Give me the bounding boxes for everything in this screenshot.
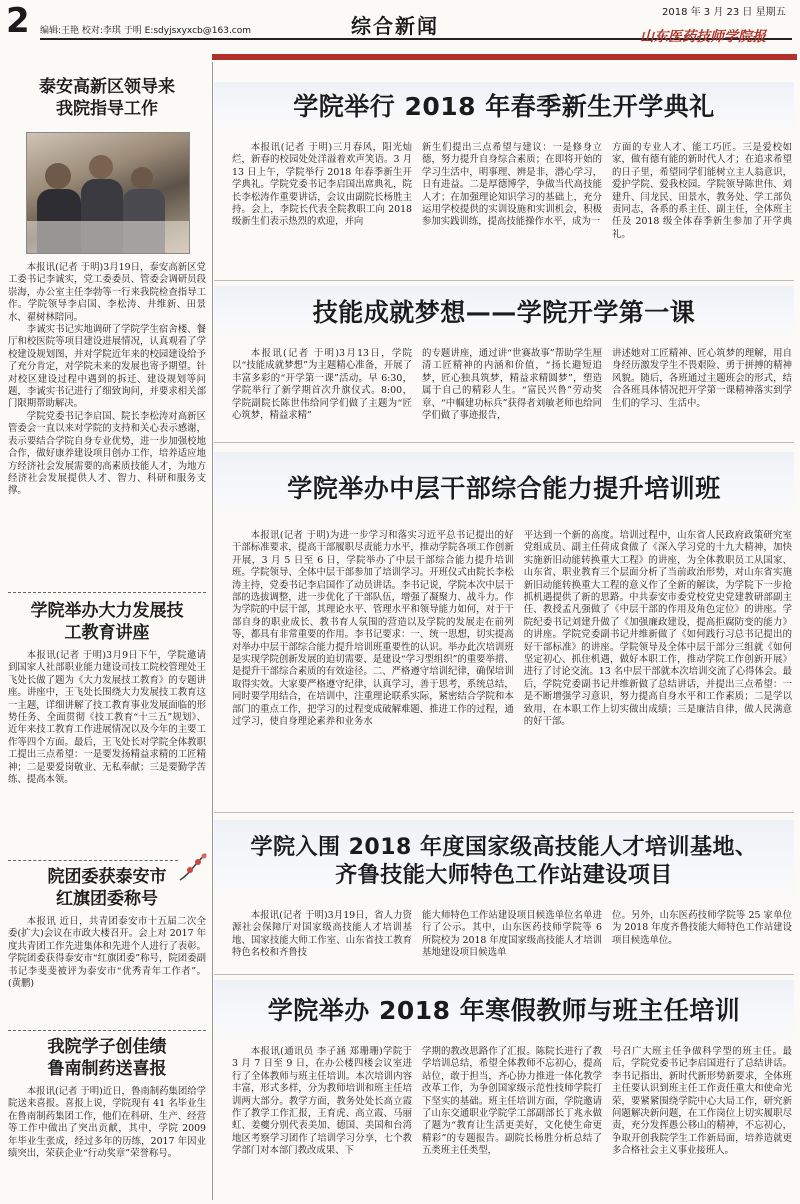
article-5-body [232,1046,792,1202]
headline-band [214,980,794,1042]
headline-band [214,82,794,134]
sidebar-article-3-title-line2: 红旗团委称号 [56,889,158,909]
article-2-body [232,348,792,422]
sidebar-article-1-p1: 本报讯(记者 于明)3月19日，泰安高新区党工委书记李诚实，党工委委员、管委会调研员段崇海，办公室主任李勃等一行来我院检查指导工作。学院领导李启国、李松涛、井维新、田景水、翟树林陪同。 [8,262,206,323]
article-4-headline-line1: 学院入围 2018 年度国家级高技能人才培训基地、 [250,835,758,860]
sidebar-article-3 [8,866,206,990]
editors-line: 编辑:王艳 校对:李琪 于明 E:sdyjsxyxcb@163.com [40,26,252,36]
headline-band [214,452,794,516]
article-1-headline: 学院举行 2018 年春季新生开学典礼 [293,92,715,121]
article-3-col1: 本报讯(记者 于明)为进一步学习和落实习近平总书记提出的好干部标准要求，提高干部履职尽责能力水平，推动学院各项工作创新开展，3 月 5 日至 6 日，学院举办了中层干部综合能力提升培训班。学院领导、全体中层干部参加了培训学习。开班仪式由院长李松涛主持，党委书记李启国作了动员讲话。李书记说，学院本次中层干部的选拔调整，进一步优化了干部队伍，增强了凝聚力、战斗力。作为学院的中层干部，其理论水平、管理水平和领导能力如何，对于干部自身的职业成长、教书育人氛围的营造以及学院的发展走在前列等，都具有非常重要的作用。李书记要求：一、统一思想，切实提高对举办中层干部综合能力提升培训班重要性的认识。举办此次培训班是实现学院创新发展的迫切需要、是建设“学习型组织”的重要举措、是提升干部综合素质的有效途径。二、严格遵守培训纪律，确保培训取得实效。大家要严格遵守纪律，认真学习，善于思考，系统总结，同时要学用结合，在培训中，注重理论联系实际，紧密结合学院和本部门的重点工作，把学习的过程变成破解难题、推进工作的过程，通过学习，使自身理论素养和业务水 [232,530,514,728]
sidebar-article-4-p1: 本报讯(记者 于明)近日，鲁南制药集团给学院送来喜报。喜报上说，学院现有 41 名毕业生在鲁南制药集团工作，他们在科研、生产、经营等工作中做出了突出贡献，其中，学院 2009 年毕业生张成，经过多年的历练，2017 年因业绩突出，荣获企业“行动奖章”荣誉称号。 [8,1086,206,1160]
sidebar-article-1-title-line2: 我院指导工作 [56,99,158,119]
sidebar-article-4-title-line2: 鲁南制药送喜报 [47,1059,167,1079]
article-1-col2: 新生们提出三点希望与建议：一是修身立德，努力提升自身综合素质；在即将开始的学习生活中，明事理、辨是非，潜心学习，日有进益。二是厚德博学，争做当代高技能人才；在加强理论知识学习的基础上，充分运用学校提供的实训设施和实训机会，积极参加实践训练，提高技能操作水平，成为一 [422,142,602,228]
article-divider [214,812,794,813]
article-divider [214,280,794,281]
sidebar-divider [8,1030,206,1031]
sidebar-article-1-p2: 李诚实书记实地调研了学院学生宿舍楼、餐厅和校医院等项目建设进展情况，认真观看了学校建设规划图，并对学院近年来的校园建设给予了充分肯定，对学院未来的发展也寄予期望。针对校区建设过程中遇到的拆迁、建设规划等问题，李诚实书记进行了细致询问，并要求相关部门限期帮助解决。 [8,324,206,410]
masthead: 山东医药技师学院报 [640,29,766,45]
article-3-col2: 平达到一个新的高度。培训过程中，山东省人民政府政策研究室党组成员、副主任荷成食做了《深入学习党的十九大精神，加快实施新旧动能转换重大工程》的讲座，为全体教职员工从国家、山东省、职业教育三个层面分析了当前政治形势，对山东省实施新旧动能转换重大工程的意义作了全新的解读，为学院下一步抢抓机遇提供了新的思路。中共泰安市委党校党史党建教研部副主任、教授孟凡强做了《中层干部的作用及角色定位》的讲座。学院纪委书记刘建升做了《加强廉政建设，提高拒腐防变的能力》的讲座。学院党委副书记井维新做了《如何践行习总书记提出的好干部标准》的讲座。学院领导及全体中层干部分三组就《如何坚定初心、抓住机遇，做好本职工作，推动学院工作创新开展》进行了讨论交流。13 名中层干部就本次培训交流了心得体会。最后，学院党委副书记井维新做了总结讲话，并提出三点希望：一是不断增强学习意识，努力提高自身水平和工作素质；二是学以致用，在本职工作上切实做出成绩；三是廉洁自律，做人民满意的好干部。 [523,530,792,728]
sidebar-article-2-p1: 本报讯(记者 于明)3月9日下午，学院邀请到国家人社部职业能力建设司技工院校管理处王飞处长做了题为《大力发展技工教育》的专题讲座。讲座中，王飞处长围绕大力发展技工教育这一主题，详细讲解了技工教育事业发展面临的形势任务、全面贯彻《技工教育“十三五”规划》、近年来技工教育工作进展情况以及今年的主要工作等四个方面。最后，王飞处长对学院全体教职工提出三点希望：一是要发扬精益求精的工匠精神；二是要爱岗敬业、无私奉献；三是要勤学苦练、提高本领。 [8,650,206,786]
page-number: 2 [6,1,30,41]
article-1-body [232,142,792,241]
article-5-col3: 号召广大班主任争做科学型的班主任。最后，学院党委书记李启国进行了总结讲话。李书记指出，新时代新形势新要求，全体班主任要认识到班主任工作责任重大和使命光荣，要紧紧围绕学院中心大局工作，研究新问题解决新问题，在工作岗位上切实履职尽责，充分发挥愚公移山的精神，不忘初心，争取开创我院学生工作新局面，培养造就更多合格社会主义事业接班人。 [612,1046,792,1157]
sidebar-article-4 [8,1036,206,1160]
article-3-headline: 学院举办中层干部综合能力提升培训班 [287,474,721,503]
sidebar-article-1 [8,76,206,120]
article-4-col1: 本报讯(记者 于明)3月19日，省人力资源社会保障厅对国家级高技能人才培训基地、国家技能大师工作室、山东省技工教育特色名校和齐鲁技 [232,910,412,959]
sidebar-article-1-p3: 学院党委书记李启国、院长李松涛对高新区管委会一直以来对学院的支持和关心表示感谢，表示要结合学院自身专业优势，进一步加强校地合作，做好康养建设项目创办工作，培养适应地方经济社会发展需要的高素质技能人才，为地方经济社会发展提供人才、智力、科研和服务支撑。 [8,410,206,497]
section-title: 综合新闻 [340,14,450,38]
article-divider [214,974,794,975]
sidebar-article-2 [8,600,206,786]
article-5-col1: 本报讯(通讯员 李子涵 郑珊珊)学院于 3 月 7 日至 9 日，在办公楼四楼会议室进行了全体教师与班主任培训。本次培训内容丰富，形式多样，分为教师培训和班主任培训两大部分。教学方面，教务处处长高立霞作了教学工作汇报，王育虎、高立霞、马丽虹、姜夔分别代表美加、德国、美国和台湾地区考察学习团作了培训学习分享，七个教学部门对本部门教改成果、下 [232,1046,412,1157]
article-4-headline-line2: 齐鲁技能大师特色工作站建设项目 [335,863,673,888]
article-5-headline: 学院举办 2018 年寒假教师与班主任培训 [267,996,741,1025]
article-5-col2: 学期的教改思路作了汇报。陈院长进行了教学培训总结，希望全体教师不忘初心，提高站位，敢于担当，齐心协力推进一体化教学改革工作，为争创国家级示范性技师学院打下坚实的基础。班主任培训方面，学院邀请了山东交通职业学院学工部副部长丁兆永做了题为“教育让生活更美好，文化使生命更精彩”的专题报告。副院长杨胜分析总结了五类班主任类型， [422,1046,602,1157]
headline-band [214,286,794,340]
sidebar-article-2-title-line2: 工教育讲座 [64,623,150,643]
column-divider [212,62,213,1200]
article-2-headline: 技能成就梦想——学院开学第一课 [312,298,696,327]
sidebar-article-1-title-line1: 泰安高新区领导来 [39,77,175,97]
article-1-col1: 本报讯(记者 于明)三月春风，阳光灿烂，新春的校园处处洋溢着欢声笑语。3 月 13 日上午，学院举行 2018 年春季新生开学典礼。学院党委书记李启国出席典礼，院长李松涛作重要讲话，会议由副院长杨胜主持。会上，李院长代表全院教职工向 2018 级新生们表示热烈的欢迎，并向 [232,142,412,228]
sidebar-article-2-title-line1: 学院举办大力发展技 [30,601,184,621]
issue-date: 2018 年 3 月 23 日 星期五 [662,7,786,18]
article-2-col2: 的专题讲座，通过讲“世赛故事”帮助学生厘清工匠精神的内涵和价值，“扬长避短追梦，匠心独具筑梦，精益求精圆梦”，塑造属于自己的精彩人生。“富民兴鲁”劳动奖章、“中帼建功标兵”获得者刘敏老师也给同学们做了事迹报告， [422,348,602,422]
accent-bar [212,54,797,60]
sidebar-divider [8,860,178,861]
sidebar-article-1-body [8,262,206,498]
headline-band [214,820,794,906]
sidebar-article-3-title-line1: 院团委获泰安市 [47,867,167,887]
article-2-col3: 讲述她对工匠精神、匠心筑梦的理解，用自身经历激发学生不畏艰险、勇于拼搏的精神风貌。随后，各班通过主题班会的形式，结合各班具体情况把开学第一课精神落实到学生们的学习、生活中。 [612,348,792,409]
article-2-col1: 本报讯(记者 于明)3月13日，学院以“技能成就梦想”为主题精心准备，开展了丰富多彩的“开学第一课”活动。早 6:30，学院举行了新学期首次升旗仪式。8:00，学院副院长陈世伟给同学们做了主题为“匠心筑梦，精益求精” [232,348,412,422]
sidebar-article-3-p1: 本报讯 近日，共青团泰安市十五届二次全委(扩大)会议在市政大楼召开。会上对 2017 年度共青团工作先进集体和先进个人进行了表彰。学院团委获得泰安市“红旗团委”称号，院团委副书记李斐斐被评为泰安市“优秀青年工作者”。(黄鹏) [8,916,206,990]
article-1-col3: 方面的专业人才、能工巧匠。三是爱校如家，做有德有能的新时代人才；在追求希望的日子里，希望同学们能树立主人翁意识，爱护学院、爱我校园。学院领导陈世伟、刘建升、闫龙民、田景水，教务处、学工部负责同志，各系的系主任、副主任，全体班主任及 2018 级全体春季新生参加了开学典礼。 [612,142,792,240]
sidebar-article-4-title-line1: 我院学子创佳绩 [47,1037,167,1057]
sidebar-divider [8,592,206,593]
article-divider [214,442,794,443]
photo-icon [26,132,190,254]
article-4-col2: 能大师特色工作站建设项目候选单位名单进行了公示。其中，山东医药技师学院等 6 所院校为 2018 年度国家级高技能人才培训基地建设项目候选单 [422,910,602,959]
article-3-body [232,530,792,729]
article-4-col3: 位。另外，山东医药技师学院等 25 家单位为 2018 年度齐鲁技能大师特色工作站建设项目候选单位。 [612,910,792,946]
article-4-body [232,910,792,960]
